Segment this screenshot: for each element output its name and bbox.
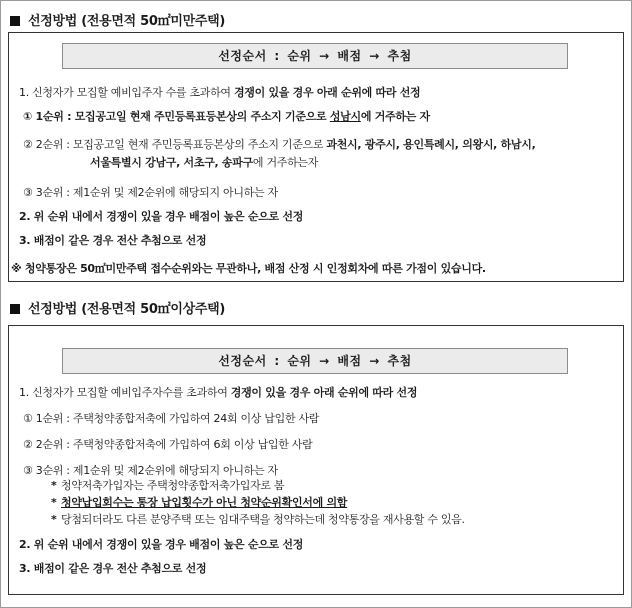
section1-line2: 2. 위 순위 내에서 경쟁이 있을 경우 배점이 높은 순으로 선정 <box>19 210 304 223</box>
section2-bullet2: * 청약납입회수는 통장 납입횟수가 아닌 청약순위확인서에 의함 <box>51 496 348 509</box>
section2-line3: 3. 배점이 같은 경우 전산 추첨으로 선정 <box>19 562 207 575</box>
section2-banner: 선정순서 : 순위 → 배점 → 추첨 <box>62 348 568 374</box>
section1-rank2-cont: 서울특별시 강남구, 서초구, 송파구에 거주하는자 <box>90 156 319 169</box>
section2-line2: 2. 위 순위 내에서 경쟁이 있을 경우 배점이 높은 순으로 선정 <box>19 538 304 551</box>
square-bullet-icon <box>10 304 20 314</box>
section2-rank1: ① 1순위 : 주택청약종합저축에 가입하여 24회 이상 납입한 사람 <box>23 412 320 425</box>
section1-line1: 1. 신청자가 모집할 예비입주자 수를 초과하여 경쟁이 있을 경우 아래 순위에 따라 선정 <box>19 86 421 99</box>
section1-panel <box>8 32 624 282</box>
section2-line1: 1. 신청자가 모집할 예비입주자수를 초과하여 경쟁이 있을 경우 아래 순위에 따라 선정 <box>19 386 418 399</box>
section1-banner: 선정순서 : 순위 → 배점 → 추첨 <box>62 43 568 69</box>
section2-bullet3: * 당첨되더라도 다른 분양주택 또는 임대주택을 청약하는데 청약통장을 재사용할 수 있음. <box>51 513 465 526</box>
section2-bullet1: * 청약저축가입자는 주택청약종합저축가입자로 봄 <box>51 479 285 492</box>
section1-note: ※ 청약통장은 50㎡미만주택 접수순위와는 무관하나, 배점 산정 시 인정회차에 따른 가점이 있습니다. <box>11 262 486 275</box>
section1-title: 선정방법 (전용면적 50㎡미만주택) <box>10 10 225 29</box>
section2-title: 선정방법 (전용면적 50㎡이상주택) <box>10 298 225 317</box>
section2-rank2: ② 2순위 : 주택청약종합저축에 가입하여 6회 이상 납입한 사람 <box>23 438 313 451</box>
section2-rank3: ③ 3순위 : 제1순위 및 제2순위에 해당되지 아니하는 자 <box>23 464 278 477</box>
asterisk-icon: * <box>51 479 57 492</box>
section2-panel <box>8 325 624 595</box>
seongnam-link: 성남시 <box>329 110 361 123</box>
section1-rank2: ② 2순위 : 모집공고일 현재 주민등록표등본상의 주소지 기준으로 과천시, 광주시, 용인특례시, 의왕시, 하남시, <box>23 138 536 151</box>
section1-rank3: ③ 3순위 : 제1순위 및 제2순위에 해당되지 아니하는 자 <box>23 186 278 199</box>
asterisk-icon: * <box>51 513 57 526</box>
section1-line3: 3. 배점이 같은 경우 전산 추첨으로 선정 <box>19 234 207 247</box>
square-bullet-icon <box>10 16 20 26</box>
section1-rank1: ① 1순위 : 모집공고일 현재 주민등록표등본상의 주소지 기준으로 성남시에 거주하는 자 <box>23 110 430 123</box>
asterisk-icon: * <box>51 496 57 509</box>
